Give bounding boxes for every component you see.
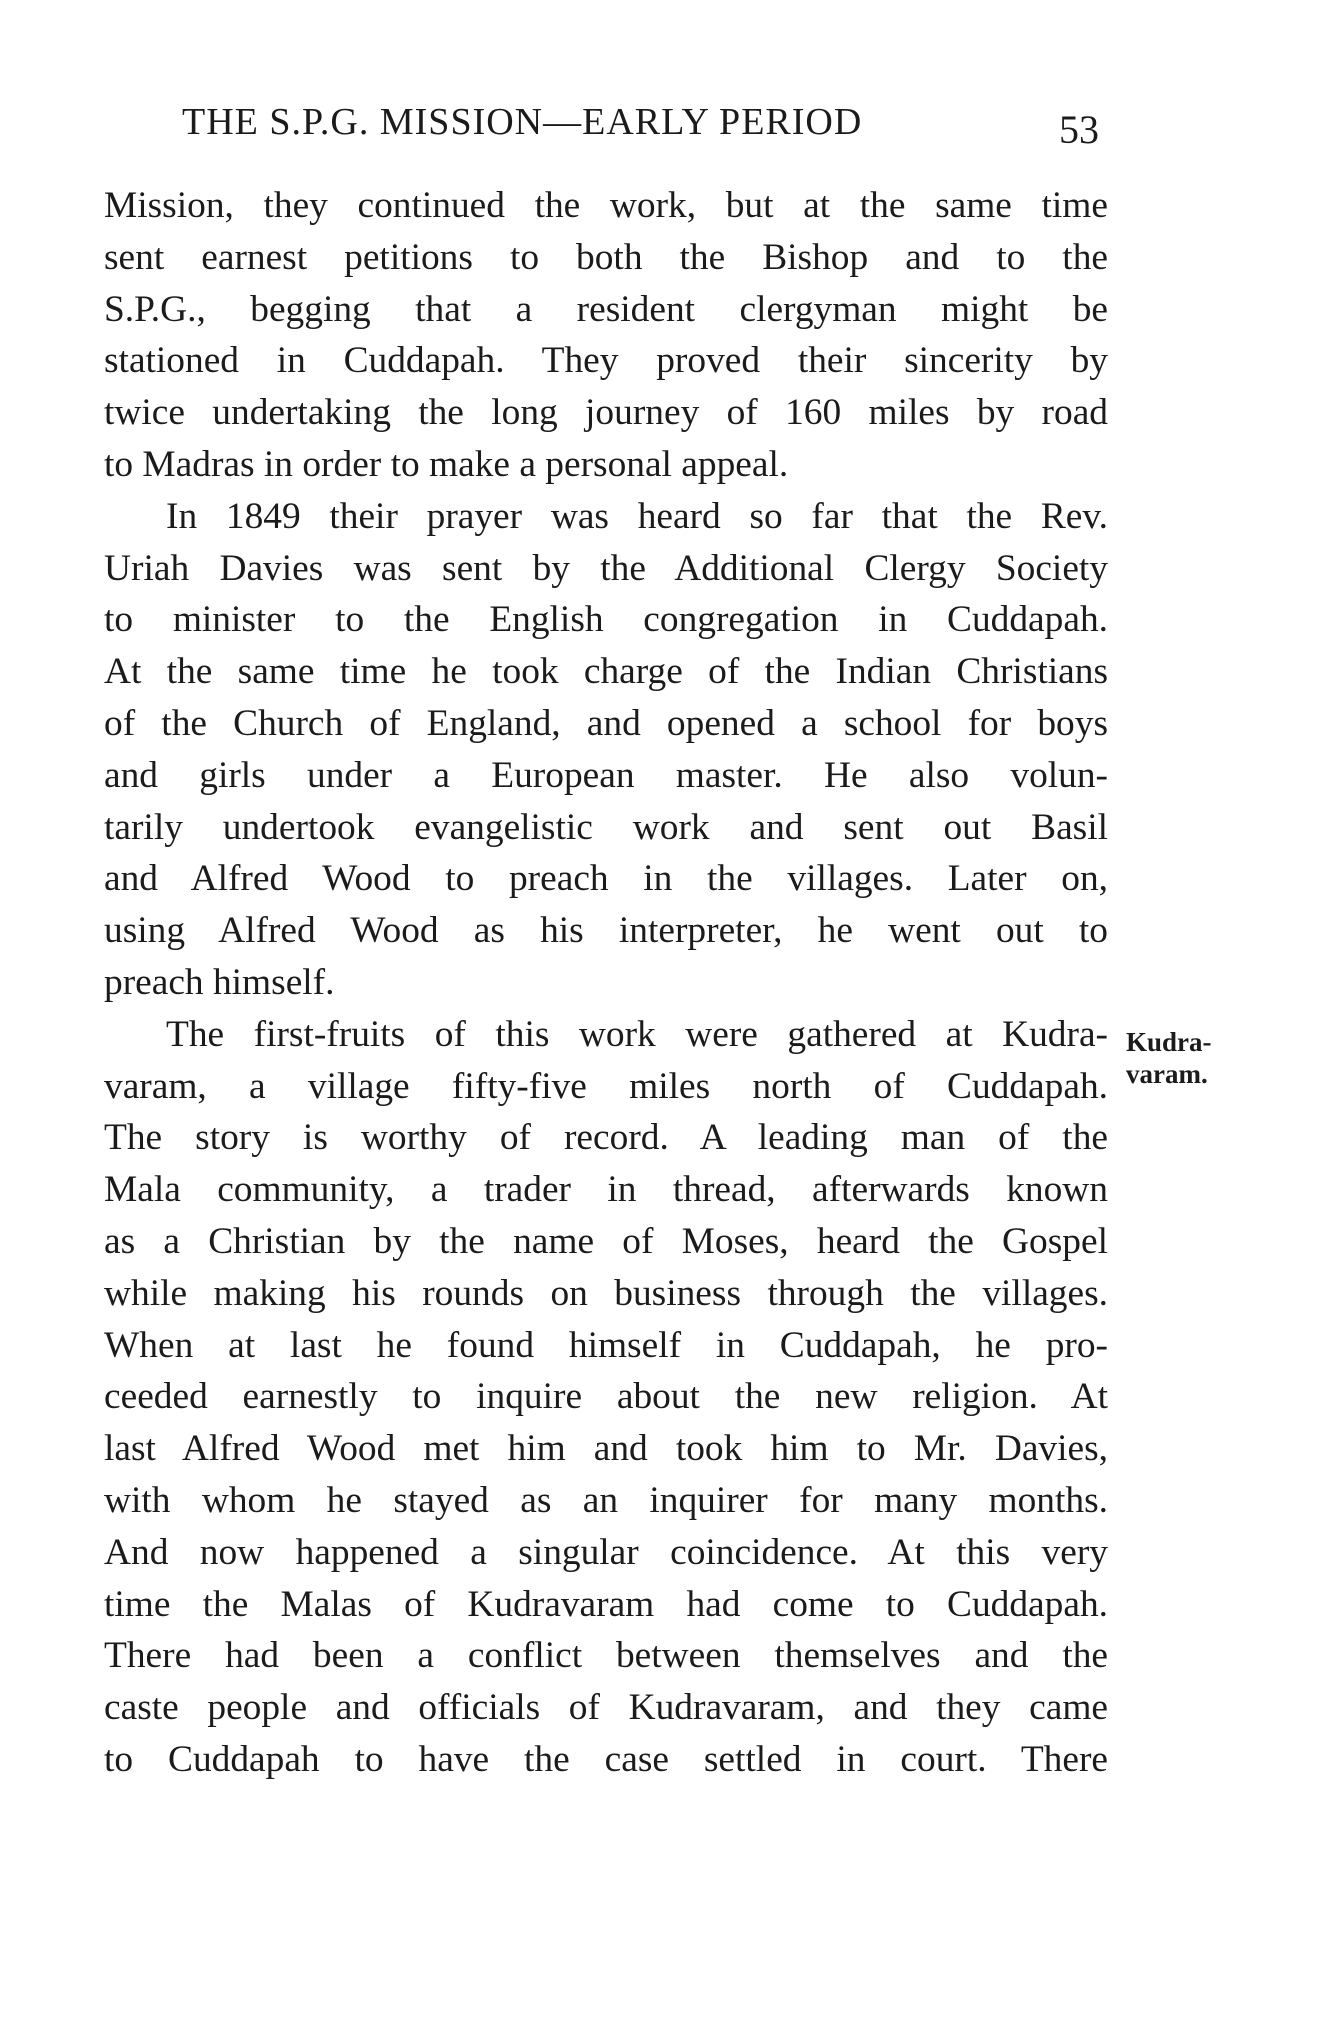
margin-note-line: Kudra- [1126, 1027, 1212, 1057]
text-line: preach himself. [104, 961, 335, 1003]
text-line: to Cuddapah to have the case settled in court. There [104, 1738, 1108, 1780]
text-line: stationed in Cuddapah. They proved their sincerity by [104, 340, 1108, 382]
body-text [104, 180, 1108, 1786]
text-line: The story is worthy of record. A leading man of the [104, 1117, 1108, 1159]
text-line: last Alfred Wood met him and took him to Mr. Davies, [104, 1428, 1108, 1470]
text-line: and Alfred Wood to preach in the villages. Later on, [104, 858, 1108, 900]
running-head [178, 96, 1113, 156]
margin-note [1126, 1026, 1276, 1090]
running-title: THE S.P.G. MISSION—EARLY PERIOD [182, 101, 863, 143]
text-line: At the same time he took charge of the Indian Christians [104, 651, 1108, 693]
text-line: to minister to the English congregation in Cuddapah. [104, 599, 1108, 641]
text-line: Mission, they continued the work, but at the same time [104, 185, 1108, 226]
text-line: And now happened a singular coincidence. At this very [104, 1531, 1108, 1573]
text-line: sent earnest petitions to both the Bishop and to the [104, 236, 1108, 278]
text-line: Uriah Davies was sent by the Additional Clergy Society [104, 547, 1108, 589]
text-line: using Alfred Wood as his interpreter, he went out to [104, 910, 1108, 952]
text-line: There had been a conflict between themselves and the [104, 1635, 1108, 1677]
text-line: time the Malas of Kudravaram had come to Cuddapah. [104, 1583, 1108, 1625]
text-line: varam, a village fifty-five miles north of Cuddapah. [104, 1065, 1108, 1107]
text-line: while making his rounds on business through the villages. [104, 1272, 1108, 1314]
text-line: with whom he stayed as an inquirer for many months. [104, 1479, 1108, 1521]
text-line: and girls under a European master. He also volun- [104, 754, 1108, 796]
text-line: In 1849 their prayer was heard so far that the Rev. [166, 495, 1108, 537]
text-line: of the Church of England, and opened a school for boys [104, 702, 1108, 744]
text-line: caste people and officials of Kudravaram, and they came [104, 1687, 1108, 1729]
text-line: S.P.G., begging that a resident clergyman might be [104, 288, 1108, 330]
text-line: as a Christian by the name of Moses, heard the Gospel [104, 1220, 1108, 1262]
page-number: 53 [1059, 107, 1099, 152]
text-line: The first-fruits of this work were gathered at Kudra- [166, 1013, 1108, 1055]
text-line: When at last he found himself in Cuddapah, he pro- [104, 1324, 1108, 1366]
margin-note-line: varam. [1126, 1059, 1208, 1089]
text-line: tarily undertook evangelistic work and sent out Basil [104, 806, 1108, 848]
text-line: Mala community, a trader in thread, afterwards known [104, 1169, 1108, 1211]
text-line: twice undertaking the long journey of 160 miles by road [104, 392, 1108, 434]
text-line: to Madras in order to make a personal appeal. [104, 443, 789, 485]
text-line: ceeded earnestly to inquire about the new religion. At [104, 1376, 1108, 1418]
